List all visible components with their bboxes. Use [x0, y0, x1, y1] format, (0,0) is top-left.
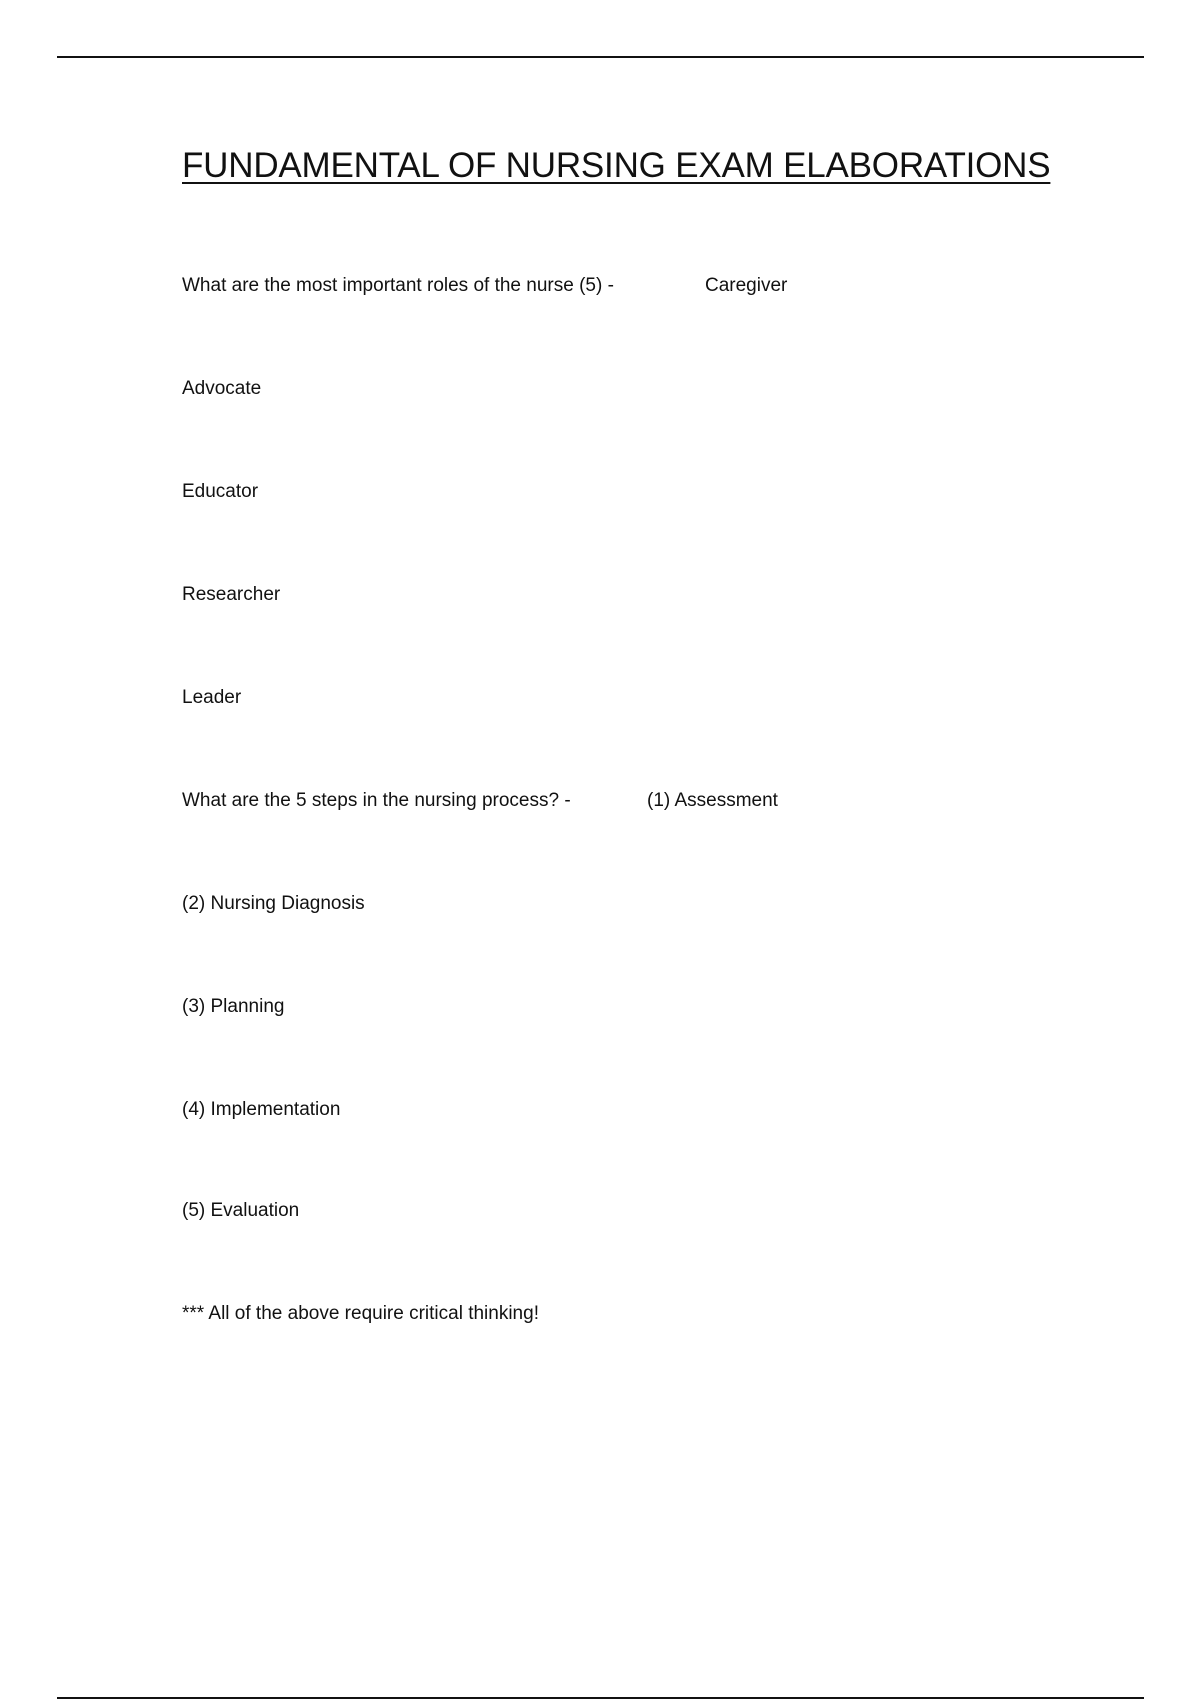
answer-leader: Leader	[182, 687, 242, 708]
answer-nursing-diagnosis: (2) Nursing Diagnosis	[182, 893, 365, 914]
document-title: FUNDAMENTAL OF NURSING EXAM ELABORATIONS	[182, 146, 1051, 185]
question-nurse-roles: What are the most important roles of the nurse (5) -	[182, 275, 614, 296]
answer-assessment: (1) Assessment	[647, 790, 778, 811]
answer-caregiver: Caregiver	[705, 275, 788, 296]
answer-evaluation: (5) Evaluation	[182, 1200, 300, 1221]
answer-implementation: (4) Implementation	[182, 1099, 341, 1120]
answer-planning: (3) Planning	[182, 996, 285, 1017]
answer-educator: Educator	[182, 481, 259, 502]
critical-thinking-note: *** All of the above require critical thinking!	[182, 1303, 539, 1324]
answer-researcher: Researcher	[182, 584, 281, 605]
question-nursing-process: What are the 5 steps in the nursing process? -	[182, 790, 571, 811]
answer-advocate: Advocate	[182, 378, 262, 399]
top-rule	[57, 56, 1144, 58]
bottom-rule	[57, 1697, 1144, 1699]
